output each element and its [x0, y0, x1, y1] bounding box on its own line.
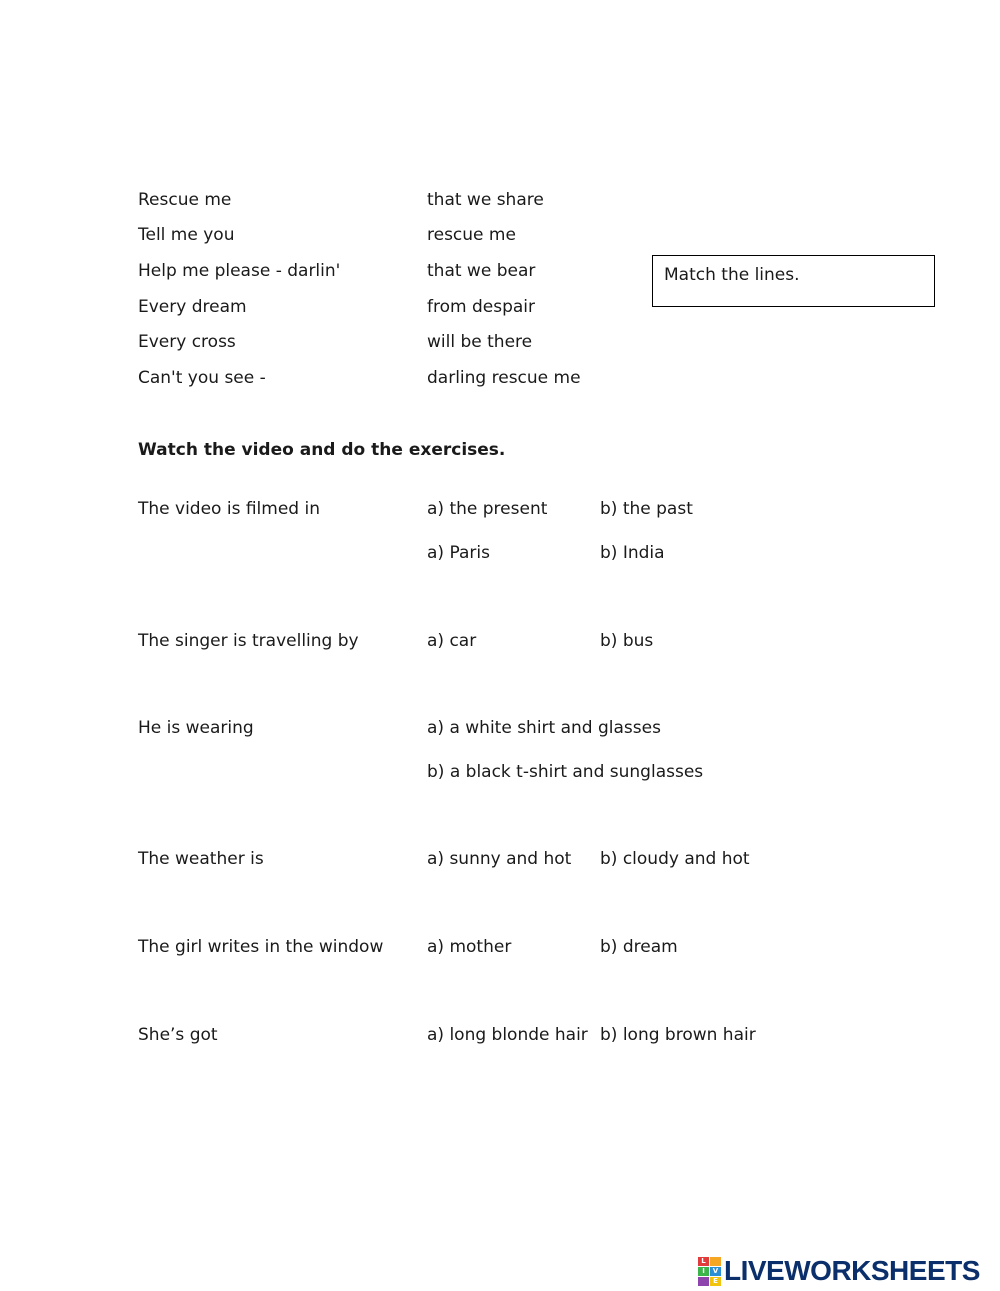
logo-tile: V: [710, 1267, 721, 1276]
option-b[interactable]: b) long brown hair: [600, 1025, 756, 1045]
question-prompt: The girl writes in the window: [138, 937, 384, 957]
option-b[interactable]: b) India: [600, 543, 665, 563]
question-prompt: She’s got: [138, 1025, 218, 1045]
match-right-6[interactable]: darling rescue me: [427, 368, 581, 388]
option-a[interactable]: a) car: [427, 631, 477, 651]
match-right-2[interactable]: rescue me: [427, 225, 516, 245]
question-prompt: He is wearing: [138, 718, 254, 738]
logo-tile: L: [698, 1257, 709, 1266]
option-a[interactable]: a) the present: [427, 499, 548, 519]
logo-tile: [698, 1277, 709, 1286]
option-a[interactable]: a) sunny and hot: [427, 849, 572, 869]
option-a[interactable]: a) a white shirt and glasses: [427, 718, 661, 738]
option-a[interactable]: a) mother: [427, 937, 512, 957]
match-left-4: Every dream: [138, 297, 247, 317]
option-b[interactable]: b) dream: [600, 937, 678, 957]
logo-tile: I: [698, 1267, 709, 1276]
match-left-3: Help me please - darlin': [138, 261, 341, 281]
instruction-text: Match the lines.: [664, 265, 800, 285]
match-left-1: Rescue me: [138, 190, 232, 210]
match-right-3[interactable]: that we bear: [427, 261, 536, 281]
question-prompt: The video is filmed in: [138, 499, 320, 519]
option-a[interactable]: a) Paris: [427, 543, 490, 563]
option-b[interactable]: b) bus: [600, 631, 654, 651]
question-prompt: The singer is travelling by: [138, 631, 359, 651]
match-right-4[interactable]: from despair: [427, 297, 535, 317]
option-a[interactable]: a) long blonde hair: [427, 1025, 588, 1045]
logo-tile: E: [710, 1277, 721, 1286]
logo-tiles-icon: [698, 1257, 721, 1286]
option-b[interactable]: b) a black t-shirt and sunglasses: [427, 762, 704, 782]
option-b[interactable]: b) cloudy and hot: [600, 849, 750, 869]
match-right-1[interactable]: that we share: [427, 190, 544, 210]
match-left-5: Every cross: [138, 332, 236, 352]
question-prompt: The weather is: [138, 849, 264, 869]
match-left-2: Tell me you: [138, 225, 235, 245]
logo-tile: [710, 1257, 721, 1266]
match-right-5[interactable]: will be there: [427, 332, 533, 352]
match-left-6: Can't you see -: [138, 368, 266, 388]
instruction-box: [652, 255, 935, 307]
option-b[interactable]: b) the past: [600, 499, 693, 519]
liveworksheets-logo: [698, 1257, 980, 1285]
brand-name: LIVEWORKSHEETS: [724, 1255, 980, 1286]
exercise-heading: Watch the video and do the exercises.: [138, 440, 506, 460]
